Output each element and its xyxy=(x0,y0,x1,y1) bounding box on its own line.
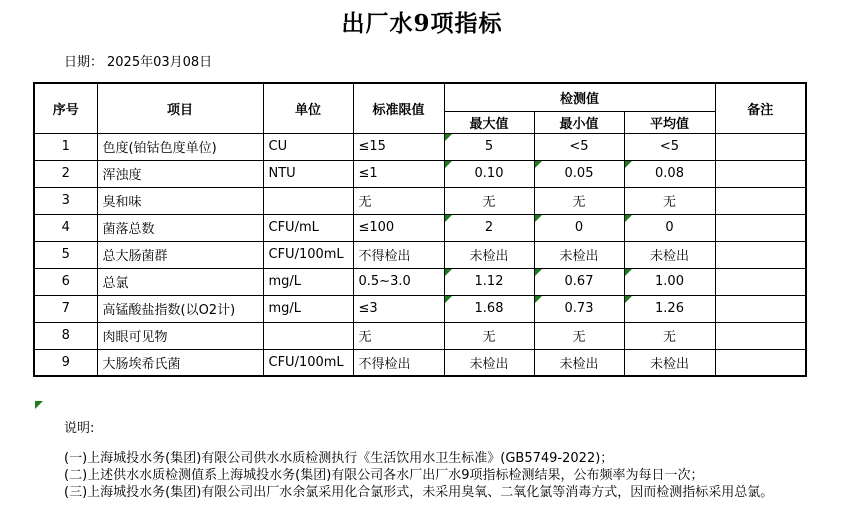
unit-cell xyxy=(263,268,353,295)
limit-cell xyxy=(353,214,444,241)
item-cell xyxy=(97,187,263,214)
number-stored-as-text-indicator-icon xyxy=(535,161,542,168)
table-row xyxy=(34,268,806,295)
min-value-cell xyxy=(534,241,624,268)
table-body xyxy=(34,133,806,376)
header-item: 项目 xyxy=(97,83,263,133)
min-value-cell-text: 无 xyxy=(572,330,586,345)
min-value-cell xyxy=(534,349,624,376)
limit-cell-text: ≤3 xyxy=(358,301,378,316)
limit-cell xyxy=(353,268,444,295)
table-row xyxy=(34,322,806,349)
item-cell xyxy=(97,133,263,160)
avg-value-cell xyxy=(624,241,715,268)
header-avg: 平均值 xyxy=(624,111,715,133)
avg-value-cell xyxy=(624,133,715,160)
header-max: 最大值 xyxy=(444,111,534,133)
item-cell-text: 色度(铂钴色度单位) xyxy=(102,141,217,156)
avg-value-cell xyxy=(624,214,715,241)
max-value-cell xyxy=(444,268,534,295)
min-value-cell xyxy=(534,214,624,241)
limit-cell-text: 不得检出 xyxy=(358,249,411,264)
remark-cell xyxy=(715,160,806,187)
note-line-3: (三)上海城投水务(集团)有限公司出厂水余氯采用化合氯形式，未采用臭氧、二氧化氯等消毒方式，因而检测指标采用总氯。 xyxy=(64,485,774,500)
number-stored-as-text-indicator-icon xyxy=(535,296,542,303)
limit-cell-text: 无 xyxy=(358,195,372,210)
number-stored-as-text-indicator-icon xyxy=(535,215,542,222)
date-value: 2025年03月08日 xyxy=(107,55,213,70)
table-row xyxy=(34,187,806,214)
seq-cell-text: 1 xyxy=(61,139,70,154)
unit-cell-text: mg/L xyxy=(268,274,302,289)
avg-value-cell-text: 未检出 xyxy=(649,356,689,372)
note-line-2: (二)上述供水水质检测值系上海城投水务(集团)有限公司各水厂出厂水9项指标检测结果，公布频率为每日一次； xyxy=(64,468,704,483)
avg-value-cell-text: 0 xyxy=(665,220,674,235)
number-stored-as-text-indicator-icon xyxy=(625,269,632,276)
table-row xyxy=(34,349,806,376)
seq-cell xyxy=(34,133,97,160)
unit-cell xyxy=(263,295,353,322)
seq-cell xyxy=(34,349,97,376)
number-stored-as-text-indicator-icon xyxy=(445,215,452,222)
remark-cell xyxy=(715,241,806,268)
limit-cell xyxy=(353,295,444,322)
number-stored-as-text-indicator-icon xyxy=(535,269,542,276)
notes-section xyxy=(64,420,824,501)
limit-cell xyxy=(353,160,444,187)
avg-value-cell-text: 无 xyxy=(662,195,676,210)
limit-cell xyxy=(353,133,444,160)
seq-cell-text: 3 xyxy=(61,193,70,208)
max-value-cell xyxy=(444,349,534,376)
min-value-cell-text: 0.67 xyxy=(564,274,594,289)
unit-cell-text: CU xyxy=(268,139,288,154)
max-value-cell-text: 未检出 xyxy=(469,249,509,264)
max-value-cell-text: 无 xyxy=(482,195,496,210)
avg-value-cell xyxy=(624,349,715,376)
min-value-cell-text: 0 xyxy=(574,220,584,235)
item-cell xyxy=(97,241,263,268)
avg-value-cell xyxy=(624,268,715,295)
max-value-cell xyxy=(444,214,534,241)
number-stored-as-text-indicator-icon xyxy=(625,161,632,168)
item-cell xyxy=(97,160,263,187)
seq-cell-text: 9 xyxy=(61,354,70,370)
avg-value-cell xyxy=(624,187,715,214)
avg-value-cell xyxy=(624,160,715,187)
max-value-cell xyxy=(444,160,534,187)
min-value-cell-text: 无 xyxy=(572,195,586,210)
notes-heading: 说明: xyxy=(64,421,95,436)
seq-cell xyxy=(34,322,97,349)
limit-cell-text: ≤15 xyxy=(358,139,386,154)
limit-cell-text: ≤100 xyxy=(358,220,395,235)
min-value-cell-text: <5 xyxy=(569,139,589,154)
unit-cell-text: CFU/100mL xyxy=(268,247,344,262)
max-value-cell xyxy=(444,295,534,322)
table-row xyxy=(34,241,806,268)
item-cell-text: 浑浊度 xyxy=(102,168,142,183)
item-cell xyxy=(97,322,263,349)
number-stored-as-text-indicator-icon xyxy=(445,296,452,303)
max-value-cell-text: 2 xyxy=(484,220,494,235)
seq-cell xyxy=(34,214,97,241)
number-stored-as-text-indicator-icon xyxy=(445,269,452,276)
limit-cell xyxy=(353,187,444,214)
item-cell xyxy=(97,268,263,295)
stray-cell-indicator-icon xyxy=(35,401,43,409)
header-limit: 标准限值 xyxy=(353,83,444,133)
table-row xyxy=(34,133,806,160)
item-cell xyxy=(97,349,263,376)
item-cell xyxy=(97,295,263,322)
item-cell-text: 臭和味 xyxy=(102,195,142,210)
seq-cell-text: 6 xyxy=(61,274,70,289)
table-row xyxy=(34,160,806,187)
avg-value-cell-text: 1.00 xyxy=(655,274,684,289)
limit-cell-text: 无 xyxy=(358,330,372,345)
header-seq: 序号 xyxy=(34,83,97,133)
avg-value-cell-text: 0.08 xyxy=(655,166,684,181)
table-header xyxy=(34,83,806,133)
seq-cell-text: 5 xyxy=(61,247,70,262)
min-value-cell xyxy=(534,160,624,187)
header-min: 最小值 xyxy=(534,111,624,133)
min-value-cell-text: 0.05 xyxy=(564,166,594,181)
unit-cell xyxy=(263,349,353,376)
max-value-cell-text: 未检出 xyxy=(469,356,509,372)
number-stored-as-text-indicator-icon xyxy=(445,134,452,141)
unit-cell xyxy=(263,160,353,187)
avg-value-cell-text: 无 xyxy=(662,330,676,345)
min-value-cell xyxy=(534,295,624,322)
remark-cell xyxy=(715,133,806,160)
unit-cell-text: CFU/mL xyxy=(268,220,319,235)
unit-cell xyxy=(263,133,353,160)
limit-cell xyxy=(353,241,444,268)
min-value-cell xyxy=(534,187,624,214)
remark-cell xyxy=(715,187,806,214)
seq-cell-text: 2 xyxy=(61,166,70,181)
number-stored-as-text-indicator-icon xyxy=(625,215,632,222)
max-value-cell-text: 无 xyxy=(482,330,496,345)
avg-value-cell-text: <5 xyxy=(659,139,680,154)
max-value-cell-text: 5 xyxy=(484,139,494,154)
header-detection: 检测值 xyxy=(444,83,715,111)
remark-cell xyxy=(715,214,806,241)
avg-value-cell-text: 1.26 xyxy=(655,301,684,316)
remark-cell xyxy=(715,295,806,322)
date-label: 日期： xyxy=(64,55,104,70)
limit-cell xyxy=(353,349,444,376)
limit-cell-text: 0.5~3.0 xyxy=(358,274,411,289)
avg-value-cell xyxy=(624,295,715,322)
max-value-cell xyxy=(444,241,534,268)
limit-cell-text: 不得检出 xyxy=(358,356,411,372)
max-value-cell-text: 1.68 xyxy=(474,301,504,316)
header-unit: 单位 xyxy=(263,83,353,133)
page-title: 出厂水9项指标 xyxy=(341,10,503,37)
table-row xyxy=(34,214,806,241)
remark-cell xyxy=(715,349,806,376)
seq-cell xyxy=(34,268,97,295)
table-row xyxy=(34,295,806,322)
header-remark: 备注 xyxy=(715,83,806,133)
indicators-table xyxy=(33,82,807,377)
seq-cell-text: 4 xyxy=(61,220,70,235)
unit-cell-text: CFU/100mL xyxy=(268,354,344,370)
max-value-cell-text: 0.10 xyxy=(474,166,504,181)
number-stored-as-text-indicator-icon xyxy=(625,296,632,303)
seq-cell-text: 8 xyxy=(61,328,70,343)
unit-cell xyxy=(263,322,353,349)
item-cell-text: 菌落总数 xyxy=(102,222,155,237)
seq-cell xyxy=(34,241,97,268)
unit-cell-text: NTU xyxy=(268,166,296,181)
unit-cell xyxy=(263,241,353,268)
note-line-1: (一)上海城投水务(集团)有限公司供水水质检测执行《生活饮用水卫生标准》(GB5749-2022)； xyxy=(64,451,614,466)
number-stored-as-text-indicator-icon xyxy=(445,161,452,168)
limit-cell-text: ≤1 xyxy=(358,166,378,181)
min-value-cell-text: 0.73 xyxy=(564,301,594,316)
date-line xyxy=(64,51,212,70)
item-cell-text: 肉眼可见物 xyxy=(102,330,168,345)
min-value-cell-text: 未检出 xyxy=(559,356,599,372)
seq-cell xyxy=(34,160,97,187)
item-cell xyxy=(97,214,263,241)
seq-cell-text: 7 xyxy=(61,301,70,316)
max-value-cell-text: 1.12 xyxy=(474,274,504,289)
unit-cell xyxy=(263,187,353,214)
min-value-cell xyxy=(534,268,624,295)
remark-cell xyxy=(715,268,806,295)
min-value-cell-text: 未检出 xyxy=(559,249,599,264)
unit-cell-text: mg/L xyxy=(268,301,302,316)
max-value-cell xyxy=(444,322,534,349)
seq-cell xyxy=(34,187,97,214)
item-cell-text: 总氯 xyxy=(102,276,129,291)
max-value-cell xyxy=(444,133,534,160)
item-cell-text: 总大肠菌群 xyxy=(102,249,168,264)
seq-cell xyxy=(34,295,97,322)
min-value-cell xyxy=(534,133,624,160)
item-cell-text: 高锰酸盐指数(以O2计) xyxy=(102,303,236,318)
min-value-cell xyxy=(534,322,624,349)
max-value-cell xyxy=(444,187,534,214)
avg-value-cell-text: 未检出 xyxy=(649,249,689,264)
limit-cell xyxy=(353,322,444,349)
unit-cell xyxy=(263,214,353,241)
remark-cell xyxy=(715,322,806,349)
avg-value-cell xyxy=(624,322,715,349)
item-cell-text: 大肠埃希氏菌 xyxy=(102,356,181,372)
